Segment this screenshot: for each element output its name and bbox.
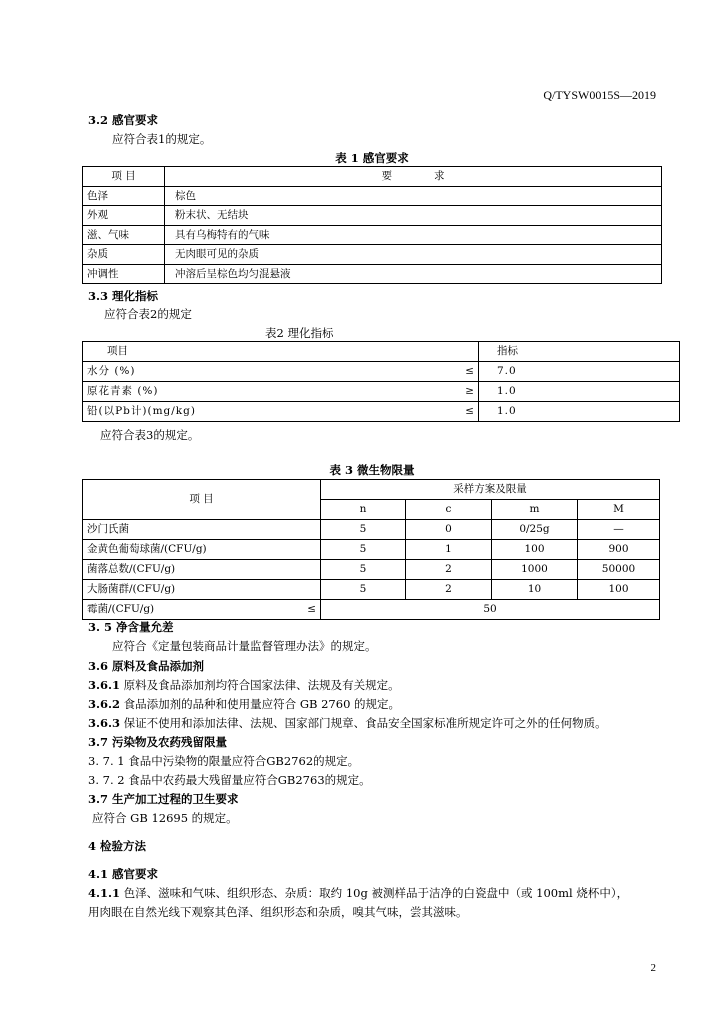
section-3-5-text: 应符合《定量包装商品计量监督管理办法》的规定。 — [112, 639, 377, 653]
table-cell: 铅(以Pb计)(mg/kg) — [83, 402, 443, 422]
section-3-2-text: 应符合表1的规定。 — [112, 132, 212, 146]
table-cell: 100 — [492, 540, 578, 560]
table-cell: 霉菌/(CFU/g) — [83, 600, 294, 620]
page-number: 2 — [650, 962, 656, 974]
table-cell: 滋、气味 — [83, 225, 165, 245]
section-4-1-1-line2: 用肉眼在自然光线下观察其色泽、组织形态和杂质，嗅其气味，尝其滋味。 — [88, 905, 468, 919]
table-cell: 1.0 — [479, 382, 680, 402]
table-cell: 沙门氏菌 — [83, 520, 321, 540]
section-3-6-1 — [88, 677, 400, 693]
table-row — [83, 520, 660, 540]
table-header-cell: 要 求 — [165, 167, 662, 187]
item-text: 食品添加剂的品种和使用量应符合 GB 2760 的规定。 — [120, 697, 401, 711]
section-3-4-text: 应符合表3的规定。 — [100, 428, 200, 442]
table-cell: 2 — [406, 580, 492, 600]
section-3-6-heading: 3.6 原料及食品添加剂 — [88, 659, 205, 673]
table-row — [83, 600, 660, 620]
table-1 — [82, 166, 662, 284]
table-cell: 1 — [406, 540, 492, 560]
table-2-caption: 表2 理化指标 — [265, 326, 334, 340]
table-cell: ≤ — [443, 362, 479, 382]
table-cell: — — [578, 520, 660, 540]
table-header-cell: m — [492, 500, 578, 520]
table-cell: 1.0 — [479, 402, 680, 422]
section-3-3-text: 应符合表2的规定 — [104, 307, 192, 321]
table-cell: 色泽 — [83, 186, 165, 206]
table-row — [83, 264, 662, 284]
section-4-heading: 4 检验方法 — [88, 839, 147, 853]
item-number: 3.6.2 — [88, 697, 121, 711]
table-header-cell: 采样方案及限量 — [321, 480, 660, 500]
table-cell: 2 — [406, 560, 492, 580]
table-cell: 菌落总数/(CFU/g) — [83, 560, 321, 580]
table-cell: 5 — [321, 560, 406, 580]
table-row — [83, 580, 660, 600]
table-cell: 5 — [321, 580, 406, 600]
table-cell: 冲调性 — [83, 264, 165, 284]
table-header-cell: 项目 — [83, 342, 479, 362]
table-cell: 原花青素 (%) — [83, 382, 443, 402]
table-3 — [82, 479, 660, 620]
table-cell: 金黄色葡萄球菌/(CFU/g) — [83, 540, 321, 560]
item-number: 3.6.3 — [88, 716, 121, 730]
table-cell: 100 — [578, 580, 660, 600]
table-cell: 5 — [321, 540, 406, 560]
table-cell: ≤ — [294, 600, 321, 620]
table-row — [83, 342, 680, 362]
table-3-caption: 表 3 微生物限量 — [329, 463, 415, 477]
item-text: 色泽、滋味和气味、组织形态、杂质：取约 10g 被测样品于洁净的白瓷盘中（或 100ml 烧杯中）， — [120, 886, 629, 900]
table-header-cell: M — [578, 500, 660, 520]
table-cell: 冲溶后呈棕色均匀混悬液 — [165, 264, 662, 284]
table-cell: 7.0 — [479, 362, 680, 382]
table-cell: 1000 — [492, 560, 578, 580]
table-header-cell: 指标 — [479, 342, 680, 362]
standard-code: Q/TYSW0015S—2019 — [543, 88, 656, 102]
table-header-cell: c — [406, 500, 492, 520]
table-cell: 杂质 — [83, 245, 165, 265]
table-row — [83, 480, 660, 500]
section-3-2-heading: 3.2 感官要求 — [88, 113, 159, 127]
section-3-5-heading: 3. 5 净含量允差 — [88, 620, 174, 634]
table-cell: 外观 — [83, 206, 165, 226]
table-cell: 具有乌梅特有的气味 — [165, 225, 662, 245]
table-cell: ≥ — [443, 382, 479, 402]
table-row — [83, 402, 680, 422]
item-text: 保证不使用和添加法律、法规、国家部门规章、食品安全国家标准所规定许可之外的任何物质。 — [120, 716, 607, 730]
section-3-3-heading: 3.3 理化指标 — [88, 289, 159, 303]
table-cell: 50000 — [578, 560, 660, 580]
table-header-cell: 项 目 — [83, 167, 165, 187]
table-row — [83, 362, 680, 382]
table-cell: 10 — [492, 580, 578, 600]
table-cell: 0/25g — [492, 520, 578, 540]
table-cell: 水分 (%) — [83, 362, 443, 382]
table-row — [83, 540, 660, 560]
table-1-caption: 表 1 感官要求 — [335, 151, 409, 165]
section-3-6-3 — [88, 715, 607, 731]
table-row — [83, 167, 662, 187]
section-3-7-heading: 3.7 污染物及农药残留限量 — [88, 735, 228, 749]
table-cell: 粉末状、无结块 — [165, 206, 662, 226]
table-cell: 5 — [321, 520, 406, 540]
table-row — [83, 245, 662, 265]
section-3-7b-heading: 3.7 生产加工过程的卫生要求 — [88, 792, 239, 806]
item-number: 4.1.1 — [88, 886, 121, 900]
item-number: 3.6.1 — [88, 678, 121, 692]
section-4-1-heading: 4.1 感官要求 — [88, 867, 159, 881]
section-3-6-2 — [88, 696, 400, 712]
table-cell: 0 — [406, 520, 492, 540]
table-row — [83, 206, 662, 226]
table-row — [83, 186, 662, 206]
table-cell: 900 — [578, 540, 660, 560]
table-row — [83, 225, 662, 245]
table-header-cell: n — [321, 500, 406, 520]
item-text: 原料及食品添加剂均符合国家法律、法规及有关规定。 — [120, 678, 400, 692]
table-cell: 大肠菌群/(CFU/g) — [83, 580, 321, 600]
table-2 — [82, 341, 680, 422]
table-cell: 棕色 — [165, 186, 662, 206]
section-4-1-1-line1 — [88, 885, 628, 901]
table-cell: 50 — [321, 600, 660, 620]
table-cell: 无肉眼可见的杂质 — [165, 245, 662, 265]
table-row — [83, 382, 680, 402]
table-header-cell: 项 目 — [83, 480, 321, 520]
table-row — [83, 560, 660, 580]
section-3-7-2: 3. 7. 2 食品中农药最大残留量应符合GB2763的规定。 — [88, 773, 371, 787]
section-3-7b-text: 应符合 GB 12695 的规定。 — [92, 811, 238, 825]
section-3-7-1: 3. 7. 1 食品中污染物的限量应符合GB2762的规定。 — [88, 754, 360, 768]
table-cell: ≤ — [443, 402, 479, 422]
